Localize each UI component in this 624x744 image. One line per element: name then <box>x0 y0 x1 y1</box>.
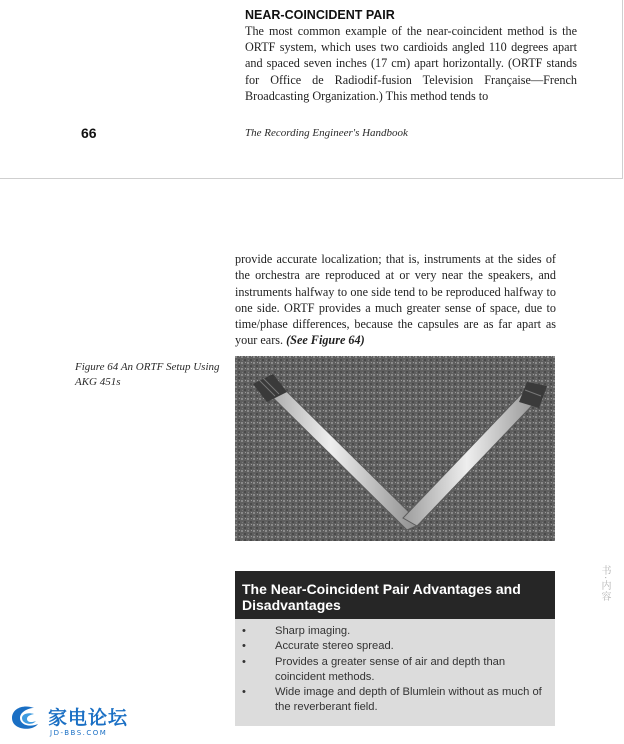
bullet: • <box>242 655 246 668</box>
figure-caption: Figure 64 An ORTF Setup Using AKG 451s <box>75 361 220 388</box>
list-item: • Wide image and depth of Blumlein without as much of the reverberant field. <box>242 686 542 714</box>
body-text: provide accurate localization; that is, instruments at the sides of the orchestra are reproduced at or very near the speakers, and instruments halfway to one side tend to be reproduced halfway to one side. ORTF provides a much greater sense of space, due to time/phase differences, because the capsules are as far apart as your ears. <box>235 252 556 348</box>
logo-url: JD-BBS.COM <box>50 729 108 737</box>
page-number: 66 <box>81 125 97 141</box>
side-note: 书·内容 <box>599 565 610 603</box>
bullet: • <box>242 686 246 699</box>
list-item: • Accurate stereo spread. <box>235 639 555 654</box>
site-logo[interactable] <box>6 700 136 740</box>
running-title: The Recording Engineer's Handbook <box>245 127 408 139</box>
list-item: • Sharp imaging. <box>235 624 555 639</box>
advantages-sidebar <box>235 571 555 726</box>
sidebar-title: The Near-Coincident Pair Advantages and Disadvantages <box>235 571 555 619</box>
section-heading: NEAR-COINCIDENT PAIR <box>245 8 395 22</box>
ortf-microphones-image <box>235 356 555 541</box>
swirl-logo-icon <box>6 700 46 736</box>
sidebar-list <box>235 619 555 716</box>
bullet: • <box>242 640 246 653</box>
figure-reference: (See Figure 64) <box>286 333 365 348</box>
list-item: • Provides a greater sense of air and depth than coincident methods. <box>242 655 506 683</box>
body-paragraph <box>235 251 556 349</box>
previous-page <box>0 0 623 179</box>
logo-name: 家电论坛 <box>48 707 129 729</box>
bullet: • <box>242 625 246 637</box>
top-paragraph: The most common example of the near-coincident method is the ORTF system, which uses two cardioids angled 110 degrees apart and spaced seven inches (17 cm) apart horizontally. (ORTF stands for Office de Radiodif-fusion Television Française—French Broadcasting Organization.) This method tends to <box>245 24 577 103</box>
figure-photo <box>235 356 555 541</box>
